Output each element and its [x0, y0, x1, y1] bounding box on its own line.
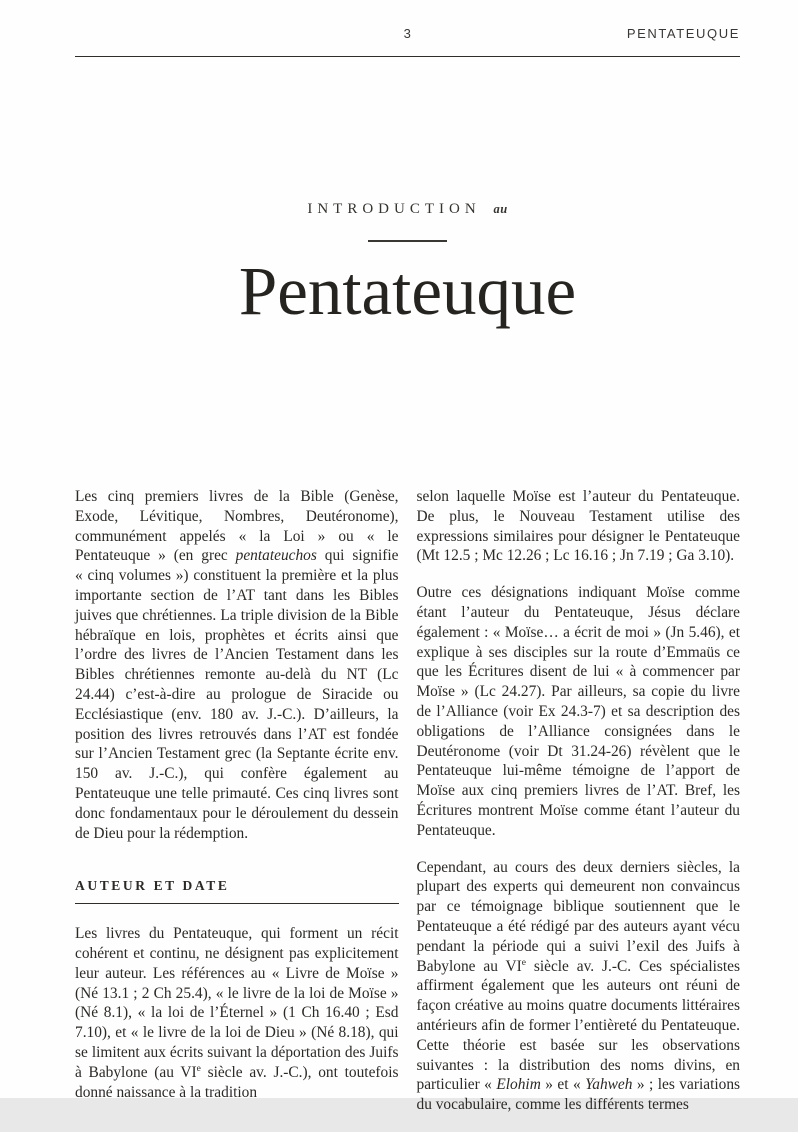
section-heading-rule — [75, 903, 399, 904]
right-column — [417, 487, 741, 1132]
page-number: 3 — [403, 26, 412, 41]
paragraph: Cependant, au cours des deux derniers siècles, la plupart des experts qui demeurent non convaincus par ce témoignage biblique soutiennent que le Pentateuque a été rédigé par des auteurs ayant vécu pendant la période qui a suivi l’exil des Juifs à Babylone au VIe siècle av. J.-C. Ces spécialistes affirment également que les auteurs ont réuni de façon créative au moins quatre documents littéraires antérieurs afin de former l’entièreté du Pentateuque. Cette théorie est basée sur les observations suivantes : la distribution des noms divins, en particulier « Elohim » et « Yahweh » ; les variations du vocabulaire, comme les différents termes — [416, 858, 741, 1114]
paragraph: Les cinq premiers livres de la Bible (Genèse, Exode, Lévitique, Nombres, Deutéronome), communément appelés « la Loi » ou « le Pentateuque » (en grec pentateuchos qui signifie « cinq volumes ») constituent la première et la plus importante section de l’AT tant dans les Bibles juives que chrétiennes. La triple division de la Bible hébraïque en lois, prophètes et écrits ainsi que l’ordre des livres de l’Ancien Testament dans les Bibles chrétiennes remonte au-delà du NT (Lc 24.44) c’est-à-dire au prologue de Siracide ou Ecclésiastique (env. 180 av. J.-C.). D’ailleurs, la position des livres retrouvés dans l’AT est fondée sur l’Ancien Testament grec (la Septante écrite env. 150 av. J.-C.), qui confère également au Pentateuque une telle primauté. Ces cinq livres sont donc fondamentaux pour le déroulement du dessein de Dieu pour la rédemption. — [75, 488, 399, 842]
section-heading-block — [75, 876, 399, 904]
intro-kicker-row — [75, 201, 740, 218]
intro-kicker: INTRODUCTION — [307, 201, 481, 217]
running-title: PENTATEUQUE — [626, 26, 740, 41]
intro-kicker-rule — [368, 240, 447, 242]
intro-kicker-suffix: au — [493, 202, 508, 216]
section-heading-auteur-et-date: AUTEUR ET DATE — [75, 878, 230, 894]
paragraph: selon laquelle Moïse est l’auteur du Pentateuque. De plus, le Nouveau Testament utilise des expressions similaires pour désigner le Pentateuque (Mt 12.5 ; Mc 12.26 ; Lc 16.16 ; Jn 7.19 ; Ga 3.10). — [416, 488, 740, 565]
paragraph: Les livres du Pentateuque, qui forment un récit cohérent et continu, ne désignent pas explicitement leur auteur. Les références au « Livre de Moïse » (Né 13.1 ; 2 Ch 25.4), « le livre de la loi de Moïse » (Né 8.1), « la loi de l’Éternel » (1 Ch 16.40 ; Esd 7.10), et « le livre de la loi de Dieu » (Né 8.18), qui se limitent aux écrits suivant la déportation des Juifs à Babylone (au VIe siècle av. J.-C.), ont toutefois donné naissance à la tradition — [75, 925, 399, 1101]
page-title: Pentateuque — [238, 253, 577, 329]
running-header — [75, 26, 740, 46]
paragraph: Outre ces désignations indiquant Moïse comme étant l’auteur du Pentateuque, Jésus déclare également : « Moïse… a écrit de moi » (Jn 5.46), et explique à ses disciples sur la route d’Emmaüs ce que les Écritures disent de lui « à commencer par Moïse » (Lc 24.27). Par ailleurs, sa copie du livre de l’Alliance (voir Ex 24.3-7) et sa description des obligations de l’Alliance consignées dans le Deutéronome (voir Dt 31.24-26) révèlent que le Pentateuque lui-même témoigne de l’apport de Moïse aux cinq premiers livres de l’AT. Bref, les Écritures montrent Moïse comme étant l’auteur du Pentateuque. — [416, 584, 740, 839]
body-columns — [75, 487, 740, 1132]
left-column — [75, 487, 399, 1132]
header-rule — [75, 56, 740, 57]
